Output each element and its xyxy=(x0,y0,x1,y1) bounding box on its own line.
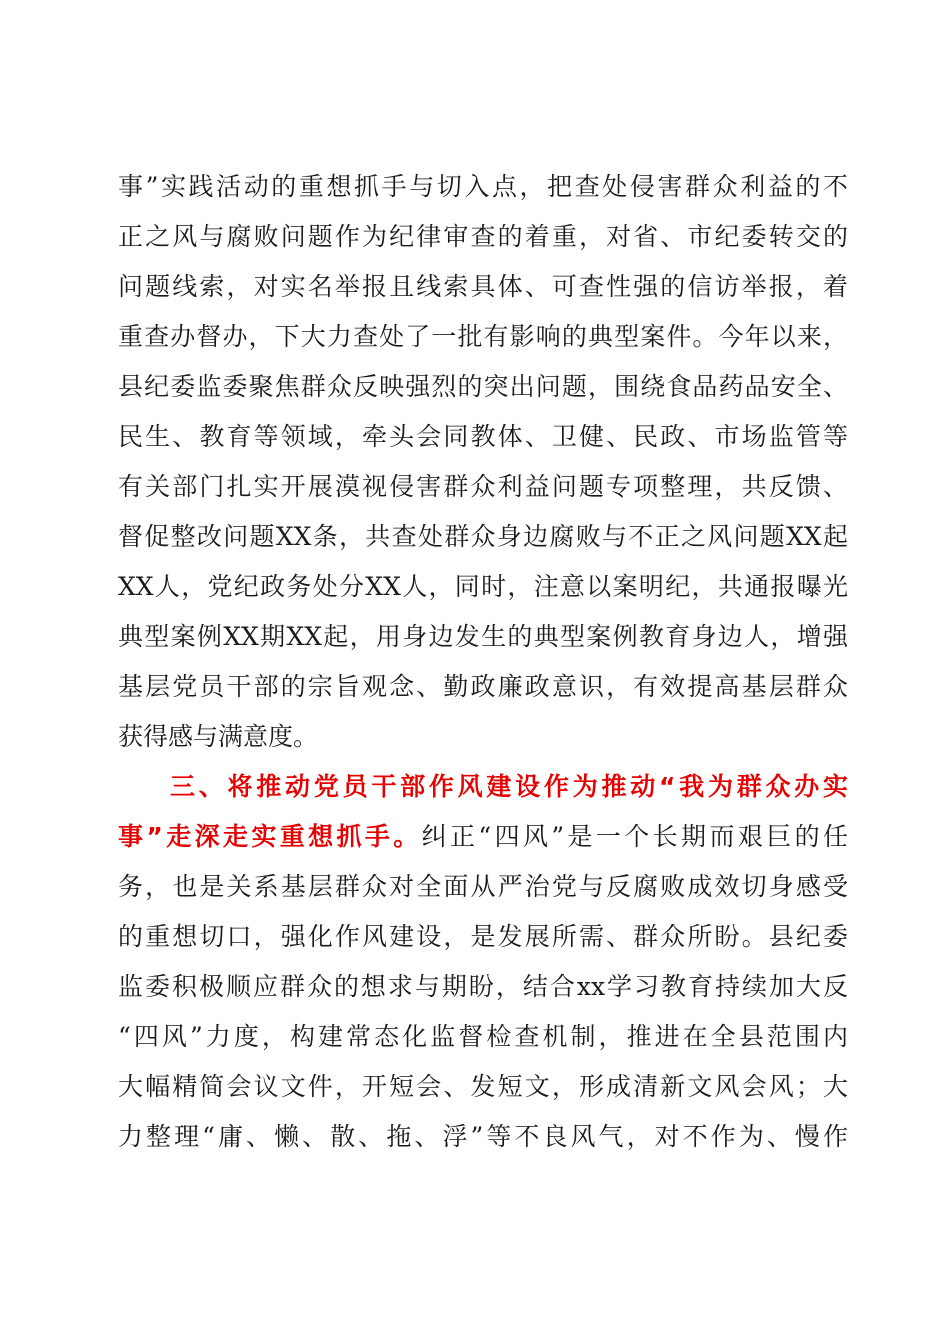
paragraph-line: 督促整改问题XX条，共查处群众身边腐败与不正之风问题XX起 xyxy=(118,522,848,551)
paragraph-line: 典型案例XX期XX起，用身边发生的典型案例教育身边人，增强 xyxy=(118,622,848,651)
paragraph-line: “四风”力度，构建常态化监督检查机制，推进在全县范围内 xyxy=(118,1022,848,1051)
paragraph-line: 问题线索，对实名举报且线索具体、可查性强的信访举报，着 xyxy=(118,272,848,301)
paragraph-line: XX人，党纪政务处分XX人，同时，注意以案明纪，共通报曝光 xyxy=(118,572,848,601)
paragraph-line: 县纪委监委聚焦群众反映强烈的突出问题，围绕食品药品安全、 xyxy=(118,372,848,401)
paragraph-line: 有关部门扎实开展漠视侵害群众利益问题专项整理，共反馈、 xyxy=(118,472,848,501)
section-heading: 三、将推动党员干部作风建设作为推动“我为群众办实 xyxy=(170,772,848,801)
section-heading-continuation: 事”走深走实重想抓手。 xyxy=(118,822,422,851)
section-heading-line xyxy=(118,812,848,862)
paragraph-line: 大幅精简会议文件，开短会、发短文，形成清新文风会风；大 xyxy=(118,1072,848,1101)
paragraph-line: 务，也是关系基层群众对全面从严治党与反腐败成效切身感受 xyxy=(118,872,848,901)
paragraph-line: 力整理“庸、懒、散、拖、浮”等不良风气，对不作为、慢作 xyxy=(118,1122,848,1151)
paragraph-line: 民生、教育等领域，牵头会同教体、卫健、民政、市场监管等 xyxy=(118,422,848,451)
paragraph-line: 重查办督办，下大力查处了一批有影响的典型案件。今年以来， xyxy=(118,322,848,351)
paragraph-line: 监委积极顺应群众的想求与期盼，结合xx学习教育持续加大反 xyxy=(118,972,848,1001)
paragraph-line: 事”实践活动的重想抓手与切入点，把查处侵害群众利益的不 xyxy=(118,172,848,201)
paragraph-line: 正之风与腐败问题作为纪律审查的着重，对省、市纪委转交的 xyxy=(118,222,848,251)
paragraph-line: 基层党员干部的宗旨观念、勤政廉政意识，有效提高基层群众 xyxy=(118,672,848,701)
paragraph-line: 获得感与满意度。 xyxy=(118,722,319,751)
paragraph-line: 的重想切口，强化作风建设，是发展所需、群众所盼。县纪委 xyxy=(118,922,848,951)
paragraph-text: 纠正“四风”是一个长期而艰巨的任 xyxy=(421,822,848,851)
